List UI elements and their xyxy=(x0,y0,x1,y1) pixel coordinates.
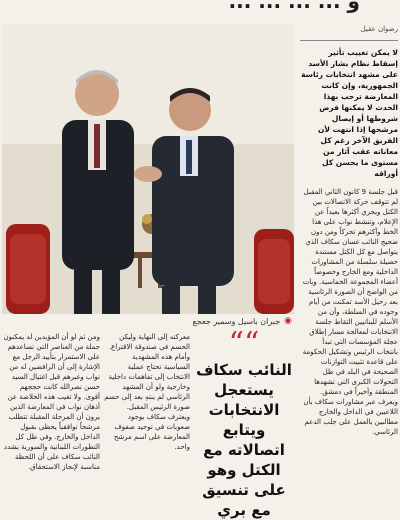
article-body-middle: معركته إلى النهاية وليكن الحسم في صندوقة الاقتراع. وأمام هذه المشهدية السياسية تحتاج عملية الانتخاب إلى تفاهمات داخلية وخارجية ولو أن المشهد الرئاسي لم ينتهِ بعد إلى حسم صورة الرئيس المقبل. ويعترف سكاف بوجود صعوبات في توحيد صفوف المعارضة على اسم مرشح واحد. xyxy=(104,333,190,451)
article-middle-column xyxy=(104,326,294,519)
author-divider xyxy=(300,40,398,41)
quote-mark-icon: ““ xyxy=(228,326,260,361)
headline-strip xyxy=(0,0,400,14)
article-photo xyxy=(2,24,294,314)
photo-caption-text: جبران باسيل وسمير جعجع xyxy=(192,316,281,326)
article-body-right: قبل جلسة 9 كانون الثاني المقبل لم تتوقف حركة الاتصالات بين الكتل ويجري أكثرها بعيداً عن الإعلام، وتنشط نواب على هذا الخط وأكثرهم تحركاً ومن دون ضجيج النائب غسان سكاف الذي يتواصل مع كل الكتل مستندة حصيلة سلسلة من المشاورات الداخلية ومع الخارج وخصوصاً أعضاء المجموعة الخماسية. وبات من الواضح أن الصورة الرئاسية بعد رحيل الأسد تمكنت من أيام وجوده في السلطة، وأن من الأسلم للبنانيين التقاط جلسة الانتخابات لمعالجة مسار إطلاق عجلة المؤسسات التي تبدأ بانتخاب الرئيس وتشكيل الحكومة على قاعدة تثبيت التوازنات الصحيحة في البلد في ظل التحولات الكبرى التي تشهدها المنطقة وأخيراً في دمشق. ويعرف عبر مشاورات سكاف بأن اللاعبين في الداخل والخارج مطالبين بالعمل على جلب الدعم الرئاسي. xyxy=(302,188,398,436)
pullquote-box xyxy=(194,326,294,520)
headline-fragment: و ... ... ... ... xyxy=(228,0,360,13)
photo-illustration xyxy=(2,24,294,314)
article-lede: لا يمكن تغييب تأثير إسقاط نظام بشار الأسد على مشهد انتخابات رئاسة الجمهورية، وإن كانت المعارضة ترحب بهذا الحدث لا يمكنها فرض شروطها أو إيصال مرشحها إذا انتهت لأن الفريق الآخر رغم كل معاناته عقب آثار من مستوى ما يحسن كل أوراقه xyxy=(301,48,398,178)
article-left-column xyxy=(2,332,100,516)
camera-icon: ◉ xyxy=(284,316,292,326)
author-name: رضوان عقيل xyxy=(360,25,398,33)
article-right-column xyxy=(300,24,398,516)
article-body-left: ومن ثم لو أن المؤيدين له يمكنون جملة من العناصر التي تساعدهم على الاستمرار بتأييد الرجل مع الإشارة إلى أن الرافضين له من نواب وغيرهم قبل اغتيال السيد حسن نصرالله كانت حججهم أقوى. ولا تغيب هذه الخلاصة عن أذهان نواب في المعارضة الذين يرون أن المرحلة المقبلة تتطلب مرشحاً توافقياً يحظى بقبول الداخل والخارج. وفي ظل كل التطورات اللبنانية والسورية يشدد النائب سكاف على أن اللحظة مناسبة لإنجاز الاستحقاق. xyxy=(3,333,100,471)
pullquote: النائب سكاف يستعجل الانتخابات ويتابع اتصالاته مع الكتل وهو على تنسيق مع بري xyxy=(196,361,292,519)
